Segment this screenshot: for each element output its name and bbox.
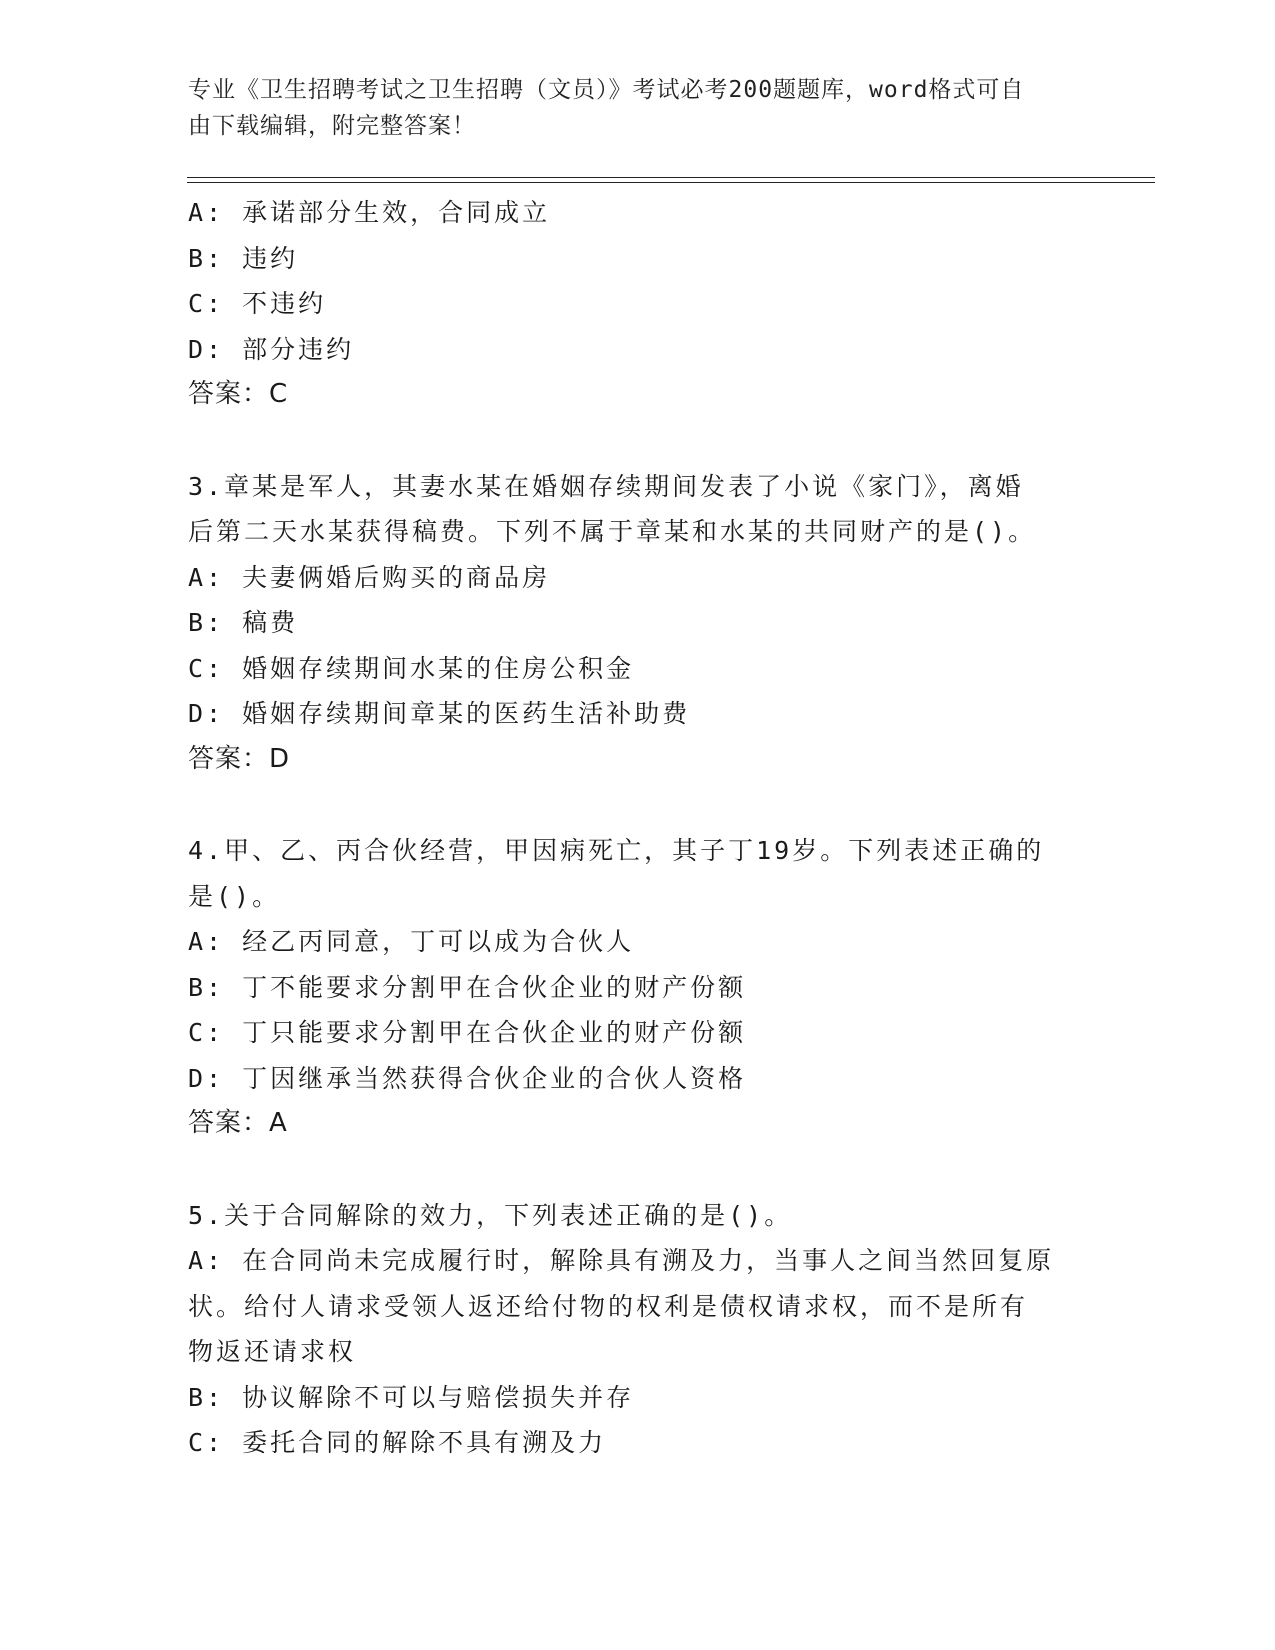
header-rule-top xyxy=(187,177,1155,178)
question-stem: 后第二天水某获得稿费。下列不属于章某和水某的共同财产的是()。 xyxy=(188,517,1037,546)
option-b: B: 丁不能要求分割甲在合伙企业的财产份额 xyxy=(188,972,747,1002)
option-c: C: 丁只能要求分割甲在合伙企业的财产份额 xyxy=(188,1018,747,1047)
option-b: B: 违约 xyxy=(188,243,299,273)
spacer xyxy=(188,782,1088,828)
question-2 xyxy=(188,190,1088,418)
option-d: D: 部分违约 xyxy=(188,334,355,364)
question-stem: 是()。 xyxy=(188,881,281,911)
document-header xyxy=(188,72,1068,144)
question-4 xyxy=(188,828,1088,1147)
spacer xyxy=(188,418,1088,464)
answer-line: 答案：C xyxy=(188,379,289,409)
option-d: D: 婚姻存续期间章某的医药生活补助费 xyxy=(188,699,691,728)
option-a-continued: 状。给付人请求受领人返还给付物的权利是债权请求权，而不是所有 xyxy=(188,1291,1029,1321)
question-stem: 3.章某是军人，其妻水某在婚姻存续期间发表了小说《家门》，离婚 xyxy=(188,471,1024,501)
header-line-1: 专业《卫生招聘考试之卫生招聘（文员）》考试必考200题题库，word格式可自 xyxy=(188,77,1025,103)
question-3 xyxy=(188,464,1088,783)
answer-line: 答案：D xyxy=(188,743,291,774)
document-body xyxy=(188,190,1088,1466)
option-a: A: 夫妻俩婚后购买的商品房 xyxy=(188,562,551,592)
question-stem: 5.关于合同解除的效力，下列表述正确的是()。 xyxy=(188,1200,793,1230)
option-a: A: 在合同尚未完成履行时，解除具有溯及力，当事人之间当然回复原 xyxy=(188,1246,1055,1275)
option-a-continued: 物返还请求权 xyxy=(188,1337,357,1366)
option-c: C: 婚姻存续期间水某的住房公积金 xyxy=(188,653,635,683)
option-d: D: 丁因继承当然获得合伙企业的合伙人资格 xyxy=(188,1063,747,1093)
question-stem: 4.甲、乙、丙合伙经营，甲因病死亡，其子丁19岁。下列表述正确的 xyxy=(188,836,1045,865)
option-b: B: 协议解除不可以与赔偿损失并存 xyxy=(188,1382,635,1412)
option-a: A: 经乙丙同意，丁可以成为合伙人 xyxy=(188,927,635,956)
option-b: B: 稿费 xyxy=(188,608,299,637)
header-line-2: 由下载编辑，附完整答案！ xyxy=(188,113,476,139)
header-rule-bottom xyxy=(187,182,1155,183)
option-a: A: 承诺部分生效，合同成立 xyxy=(188,198,551,227)
answer-line: 答案：A xyxy=(188,1108,288,1138)
spacer xyxy=(188,1147,1088,1193)
question-5 xyxy=(188,1193,1088,1466)
option-c: C: 委托合同的解除不具有溯及力 xyxy=(188,1428,607,1457)
option-c: C: 不违约 xyxy=(188,289,327,318)
